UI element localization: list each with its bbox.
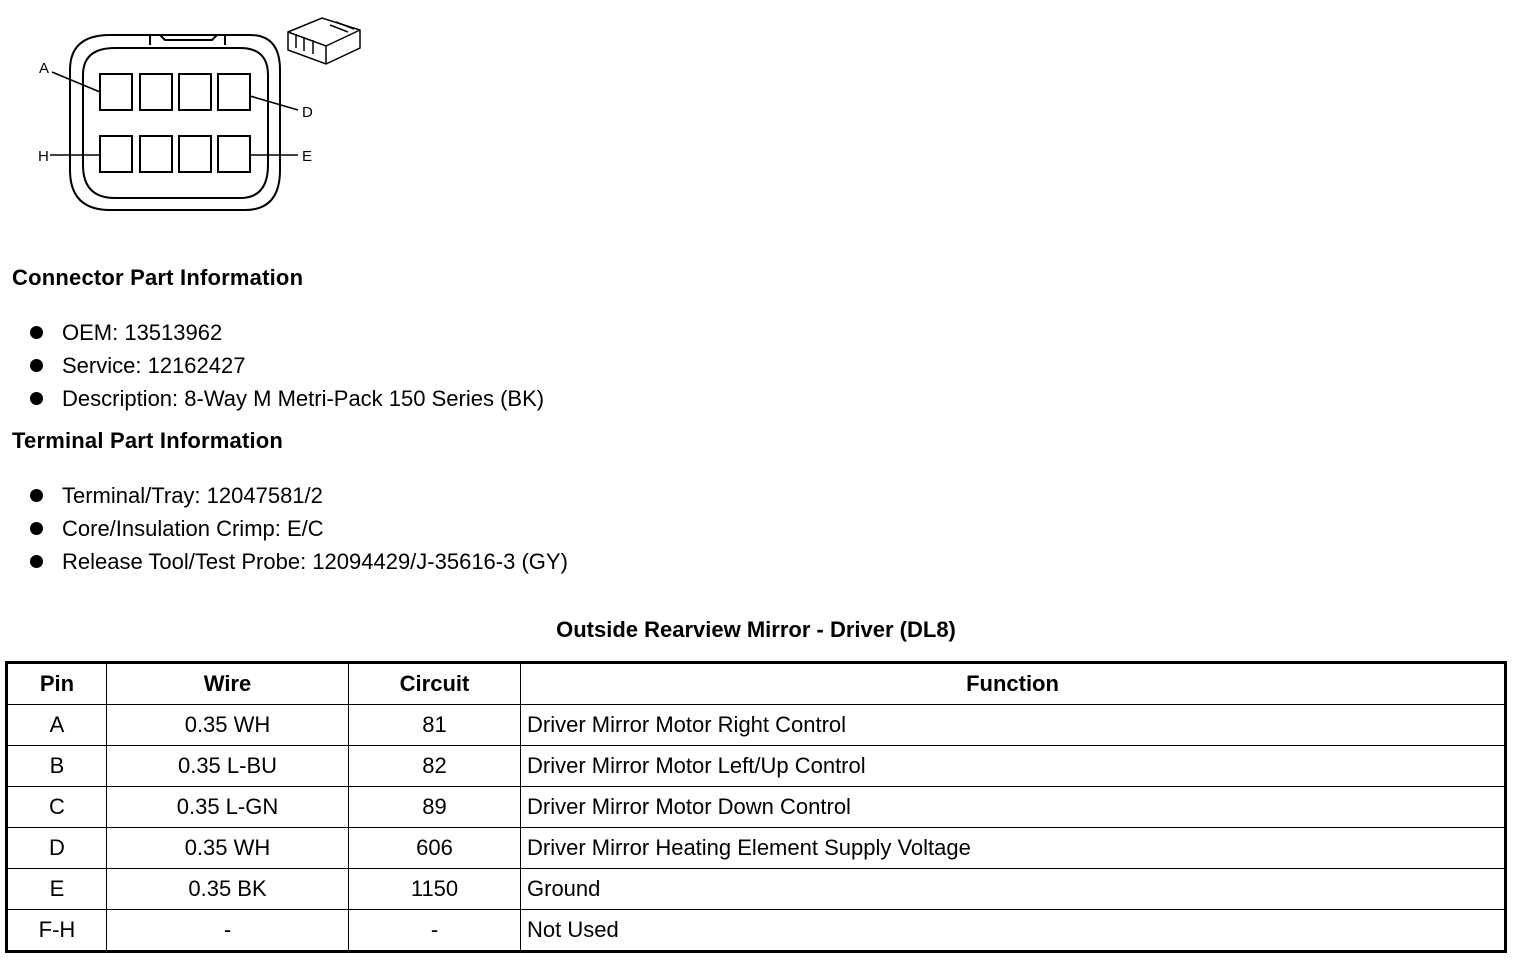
pin-label-d: D — [302, 104, 313, 121]
table-row — [7, 828, 1506, 869]
terminal-tray: Terminal/Tray: 12047581/2 — [62, 483, 323, 508]
cell-wire: 0.35 BK — [107, 869, 349, 910]
service-part-number: Service: 12162427 — [62, 353, 246, 378]
cell-pin: F-H — [7, 910, 107, 952]
connector-part-info-heading: Connector Part Information — [12, 265, 304, 290]
cell-wire: 0.35 L-BU — [107, 746, 349, 787]
bullet-icon — [30, 522, 43, 535]
pin-table-title: Outside Rearview Mirror - Driver (DL8) — [556, 617, 956, 642]
cell-circuit: - — [349, 910, 521, 952]
cell-function: Ground — [521, 869, 1506, 910]
pin-label-a: A — [39, 60, 50, 77]
header-wire: Wire — [107, 663, 349, 705]
connector-description: Description: 8-Way M Metri-Pack 150 Series (BK) — [62, 386, 545, 411]
cell-circuit: 1150 — [349, 869, 521, 910]
release-tool-test-probe: Release Tool/Test Probe: 12094429/J-35616-3 (GY) — [62, 549, 568, 574]
cell-pin: D — [7, 828, 107, 869]
list-item — [30, 479, 568, 512]
cell-wire: 0.35 L-GN — [107, 787, 349, 828]
cell-pin: B — [7, 746, 107, 787]
cell-pin: E — [7, 869, 107, 910]
header-circuit: Circuit — [349, 663, 521, 705]
header-function: Function — [521, 663, 1506, 705]
cell-wire: 0.35 WH — [107, 828, 349, 869]
header-pin: Pin — [7, 663, 107, 705]
cell-circuit: 81 — [349, 705, 521, 746]
leader-lines — [50, 72, 298, 155]
cell-function: Driver Mirror Motor Left/Up Control — [521, 746, 1506, 787]
table-row — [7, 787, 1506, 828]
cell-pin: C — [7, 787, 107, 828]
table-row — [7, 910, 1506, 952]
bullet-icon — [30, 555, 43, 568]
list-item — [30, 349, 544, 382]
pin-cavities — [100, 74, 250, 172]
connector-part-info-list — [30, 316, 544, 415]
connector-body — [70, 35, 280, 210]
cell-circuit: 82 — [349, 746, 521, 787]
connector-isometric-icon — [288, 18, 360, 64]
cell-function: Driver Mirror Motor Right Control — [521, 705, 1506, 746]
table-row — [7, 705, 1506, 746]
core-insulation-crimp: Core/Insulation Crimp: E/C — [62, 516, 324, 541]
pin-label-e: E — [302, 148, 313, 165]
bullet-icon — [30, 326, 43, 339]
oem-part-number: OEM: 13513962 — [62, 320, 223, 345]
table-header-row — [7, 663, 1506, 705]
cell-function: Driver Mirror Heating Element Supply Voltage — [521, 828, 1506, 869]
terminal-part-info-list — [30, 479, 568, 578]
cell-function: Driver Mirror Motor Down Control — [521, 787, 1506, 828]
list-item — [30, 545, 568, 578]
bullet-icon — [30, 359, 43, 372]
pin-table — [5, 661, 1507, 953]
bullet-icon — [30, 489, 43, 502]
cell-circuit: 606 — [349, 828, 521, 869]
terminal-part-info-heading: Terminal Part Information — [12, 428, 284, 453]
list-item — [30, 382, 544, 415]
connector-face-diagram — [30, 10, 375, 220]
cell-pin: A — [7, 705, 107, 746]
list-item — [30, 512, 568, 545]
table-row — [7, 869, 1506, 910]
pin-label-h: H — [38, 148, 49, 165]
cell-wire: 0.35 WH — [107, 705, 349, 746]
list-item — [30, 316, 544, 349]
cell-circuit: 89 — [349, 787, 521, 828]
cell-function: Not Used — [521, 910, 1506, 952]
table-row — [7, 746, 1506, 787]
cell-wire: - — [107, 910, 349, 952]
bullet-icon — [30, 392, 43, 405]
